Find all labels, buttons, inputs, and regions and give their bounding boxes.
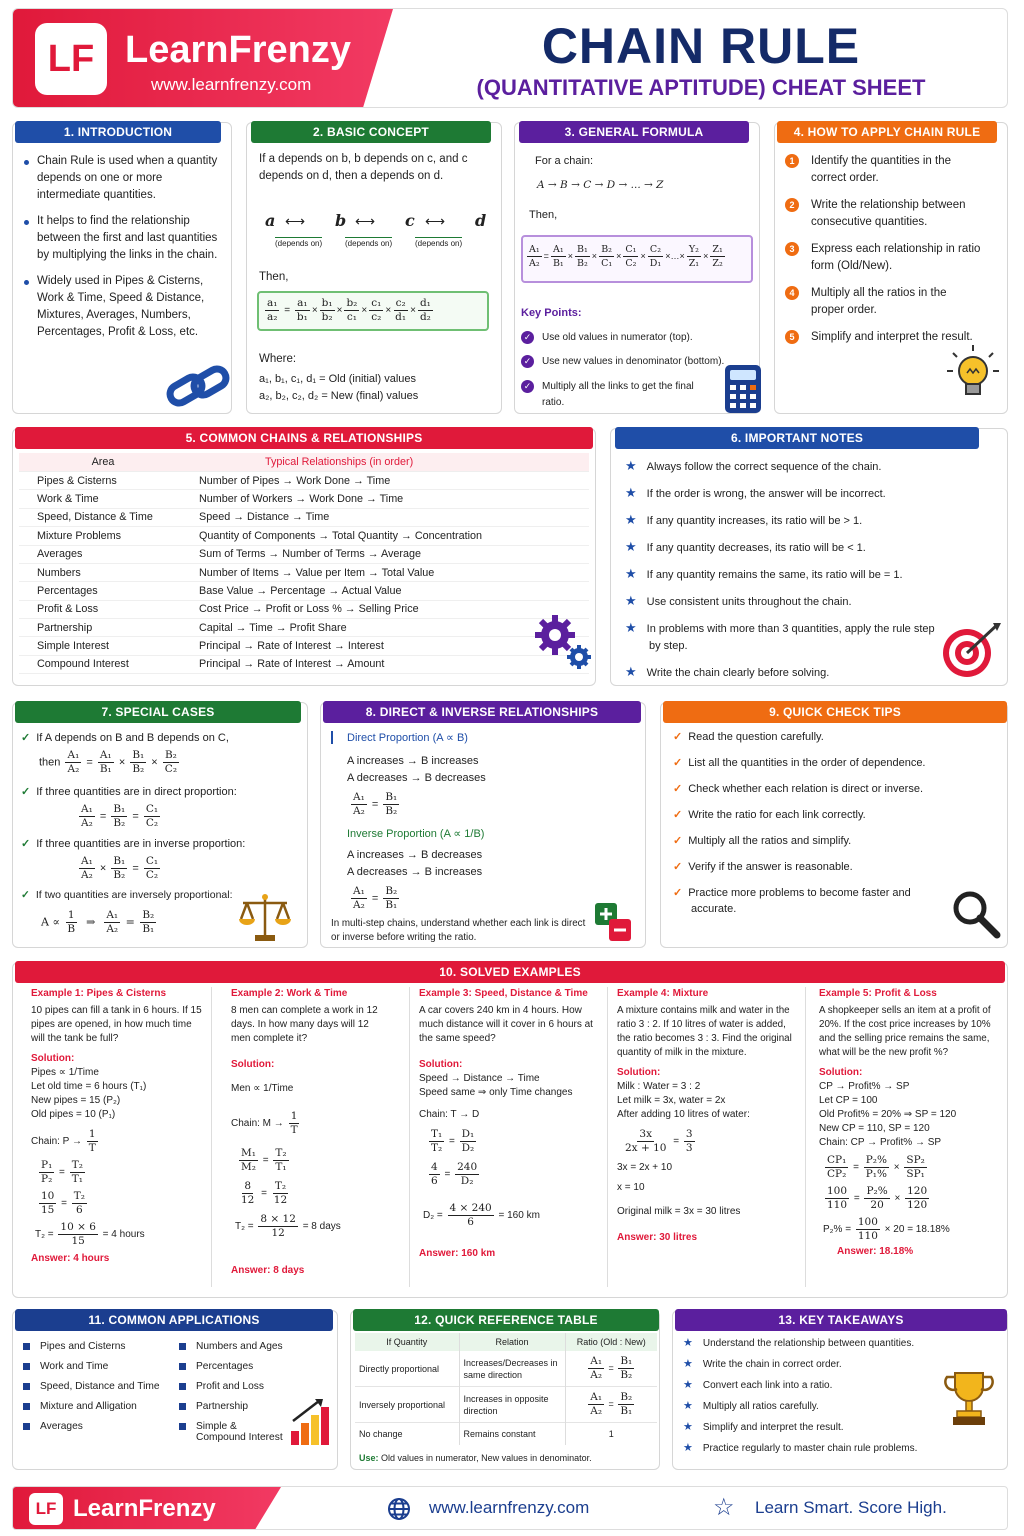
section-heading: 11. COMMON APPLICATIONS	[15, 1309, 333, 1331]
table-row	[19, 545, 589, 563]
table-header: Area	[19, 453, 187, 472]
relationship-cell: Base Value → Percentage → Actual Value	[199, 584, 402, 597]
application-item: Speed, Distance and Time	[23, 1381, 183, 1392]
note-item: ★ If any quantity remains the same, its ratio will be = 1.	[625, 566, 903, 581]
area-cell: Mixture Problems	[37, 529, 121, 542]
solution-label: Solution:	[617, 1067, 661, 1078]
tip-item: ✓ Multiply all the ratios and simplify.	[673, 835, 852, 847]
solution-line: Pipes ∝ 1/Time	[31, 1067, 99, 1078]
example-title: Example 4: Mixture	[617, 988, 709, 999]
answer: Answer: 30 litres	[617, 1232, 698, 1243]
step: 3 Express each relationship in ratio form (Old/New).	[775, 241, 981, 275]
section-heading: 12. QUICK REFERENCE TABLE	[353, 1309, 659, 1331]
list-item: It helps to find the relationship between the first and last quantities by multiplying the links in the chain.	[19, 213, 225, 264]
table-row: Directly proportional Increases/Decreases in same direction $\frac{\text{A₁}}{\text{A₂}}$ = $\frac{\text{B₁}}{\text{B₂}}$	[355, 1351, 657, 1387]
solution-line: Let CP = 100	[819, 1095, 878, 1106]
section-heading: 10. SOLVED EXAMPLES	[15, 961, 1005, 983]
table-row	[19, 508, 589, 526]
solution-line: 3x = 2x + 10	[617, 1162, 673, 1173]
area-cell: Compound Interest	[37, 658, 129, 671]
example-question: A car covers 240 km in 4 hours. How much distance will it cover in 6 hours at the same speed?	[419, 1005, 593, 1044]
note-item: ★ Write the chain clearly before solving.	[625, 664, 830, 679]
case-4-formula: A ∝ $\frac{1}{B}$ ⇒ $\frac{\text{A₁}}{\text{A₂}}$ = $\frac{\text{B₂}}{\text{B₁}}$	[41, 909, 155, 935]
solution-step: $\frac{\text{CP₁}}{\text{CP₂}}$ = $\frac{\text{P₂\%}}{\text{P₁\%}}$ × $\frac{\text{SP₂}}{\text{SP₁}}$	[827, 1154, 925, 1180]
star-icon: ★	[625, 620, 637, 635]
section-direct-inverse	[320, 702, 646, 948]
tip-item: ✓ Check whether each relation is direct or inverse.	[673, 783, 923, 795]
example-title: Example 1: Pipes & Cisterns	[31, 988, 167, 999]
example-question: 8 men can complete a work in 12 days. In how many days will 12 men complete it?	[231, 1005, 378, 1044]
tip-item: ✓ List all the quantities in the order of dependence.	[673, 757, 926, 769]
section-heading: 13. KEY TAKEAWAYS	[675, 1309, 1007, 1331]
target-icon	[941, 621, 1003, 679]
section-key-takeaways	[672, 1310, 1008, 1470]
table-row	[19, 655, 589, 673]
inverse-line: A increases → B decreases	[347, 849, 483, 861]
section-heading: 1. INTRODUCTION	[15, 121, 221, 143]
case-1-formula: then $\frac{\text{A₁}}{\text{A₂}}$ = $\frac{\text{A₁}}{\text{B₁}}$ × $\frac{\text{B₁}}{\text{B₂}}$ × $\frac{\text{B₂}}{\text{C₂}}$	[39, 749, 178, 775]
solution-step: P₂% = $\frac{100}{110}$ × 20 = 18.18%	[823, 1216, 950, 1242]
relationship-cell: Principal → Rate of Interest → Interest	[199, 640, 384, 653]
solution-line: Speed same ⇒ only Time changes	[419, 1087, 573, 1098]
area-cell: Profit & Loss	[37, 603, 99, 616]
star-outline-icon: ☆	[713, 1494, 735, 1521]
solution-step: $\frac{\text{M₁}}{\text{M₂}}$ = $\frac{\text{T₂}}{\text{T₁}}$	[241, 1147, 287, 1173]
application-item: Partnership	[179, 1401, 309, 1412]
takeaway-item: ★ Write the chain in correct order.	[683, 1358, 842, 1370]
section-introduction	[12, 122, 232, 414]
step: 5 Simplify and interpret the result.	[775, 329, 975, 346]
area-cell: Simple Interest	[37, 640, 110, 653]
star-icon: ★	[625, 485, 637, 500]
solution-line: Old pipes = 10 (P₁)	[31, 1109, 116, 1120]
area-cell: Work & Time	[37, 493, 99, 506]
table-header: If Quantity	[355, 1333, 459, 1351]
solution-line: Chain: T → D	[419, 1109, 480, 1120]
application-item: Percentages	[179, 1361, 309, 1372]
tip-item: ✓ Verify if the answer is reasonable.	[673, 861, 853, 873]
example-title: Example 3: Speed, Distance & Time	[419, 988, 588, 999]
relationship-cell: Speed → Distance → Time	[199, 511, 330, 524]
area-cell: Percentages	[37, 584, 98, 597]
footer-logo: LF	[29, 1493, 63, 1525]
application-item: Profit and Loss	[179, 1381, 309, 1392]
solution-line: New pipes = 15 (P₂)	[31, 1095, 121, 1106]
tip-item: ✓ Practice more problems to become faster and accurate.	[673, 887, 911, 915]
area-cell: Numbers	[37, 566, 81, 579]
solution-line: x = 10	[617, 1182, 645, 1193]
then-label: Then,	[259, 271, 289, 283]
relationship-cell: Principal → Rate of Interest → Amount	[199, 658, 385, 671]
solution-line: Original milk = 3x = 30 litres	[617, 1206, 741, 1217]
formula-box: $\frac{\text{A₁}}{\text{A₂}}$ = $\frac{\text{A₁}}{\text{B₁}}$ × $\frac{\text{B₁}}{\text{B₂}}$ × $\frac{\text{B₂}}{\text{C₁}}$ × $\frac{\text{C₁}}{\text{C₂}}$ × $\frac{\text{C₂}}{\text{D₁}}$ ×…× $\frac{\text{Y₂}}{\text{Z₁}}$ × $\frac{\text{Z₁}}{\text{Z₂}}$	[521, 235, 753, 283]
list-item: Chain Rule is used when a quantity depends on one or more intermediate quantities.	[19, 153, 225, 204]
step: 4 Multiply all the ratios in the proper order.	[775, 285, 975, 319]
star-icon: ★	[625, 539, 637, 554]
section-quick-check	[660, 702, 1008, 948]
table-row: No change Remains constant 1	[355, 1423, 657, 1446]
solution-step: T₂ = $\frac{8 \times 12}{12}$ = 8 days	[235, 1213, 341, 1239]
case-2-formula: $\frac{\text{A₁}}{\text{A₂}}$ = $\frac{\text{B₁}}{\text{B₂}}$ = $\frac{\text{C₁}}{\text{C₂}}$	[81, 803, 159, 829]
example-1	[25, 987, 211, 1266]
relationship-cell: Quantity of Components → Total Quantity → Concentration	[199, 529, 483, 542]
solution-line: Speed → Distance → Time	[419, 1073, 540, 1084]
case-4: ✓ If two quantities are inversely proportional:	[21, 889, 233, 901]
new-values: a₂, b₂, c₂, d₂ = New (final) values	[259, 390, 419, 402]
where-label: Where:	[259, 353, 297, 365]
section-heading: 2. BASIC CONCEPT	[251, 121, 491, 143]
star-icon: ★	[683, 1337, 693, 1349]
key-point: ✓ Use old values in numerator (top).	[521, 331, 741, 344]
page-title: CHAIN RULE	[541, 18, 861, 74]
takeaway-item: ★ Understand the relationship between quantities.	[683, 1337, 915, 1349]
star-icon: ★	[625, 593, 637, 608]
solution-line: Let old time = 6 hours (T₁)	[31, 1081, 147, 1092]
area-cell: Partnership	[37, 621, 93, 634]
solution-step: $\frac{\text{T₁}}{\text{T₂}}$ = $\frac{\text{D₁}}{\text{D₂}}$	[431, 1128, 475, 1154]
table-row	[19, 490, 589, 508]
then-label: Then,	[529, 209, 558, 221]
area-cell: Pipes & Cisterns	[37, 474, 117, 487]
solution-line: New CP = 110, SP = 120	[819, 1123, 930, 1134]
application-item: Simple & Compound Interest	[179, 1421, 289, 1443]
application-item: Work and Time	[23, 1361, 183, 1372]
tip-item: ✓ Write the ratio for each link correctly.	[673, 809, 866, 821]
table-header: Typical Relationships (in order)	[187, 453, 589, 472]
solution-line: Chain: CP → Profit% → SP	[819, 1137, 942, 1148]
bar-growth-icon	[289, 1397, 333, 1447]
key-points-label: Key Points:	[521, 307, 582, 319]
section-solved-examples	[12, 962, 1008, 1298]
section-heading: 5. COMMON CHAINS & RELATIONSHIPS	[15, 427, 593, 449]
takeaway-item: ★ Simplify and interpret the result.	[683, 1421, 844, 1433]
table-row	[19, 600, 589, 618]
brand-logo: LF	[35, 23, 107, 95]
section-heading: 4. HOW TO APPLY CHAIN RULE	[777, 121, 997, 143]
note-item: ★ In problems with more than 3 quantities, apply the rule step by step.	[625, 620, 935, 652]
brand-url[interactable]: www.learnfrenzy.com	[151, 75, 312, 94]
table-row	[19, 472, 589, 490]
star-icon: ★	[625, 512, 637, 527]
note-item: ★ If any quantity decreases, its ratio will be < 1.	[625, 539, 866, 554]
old-values: a₁, b₁, c₁, d₁ = Old (initial) values	[259, 373, 416, 385]
section-general-formula	[514, 122, 760, 414]
table-row	[19, 637, 589, 655]
list-item: Widely used in Pipes & Cisterns, Work & Time, Speed & Distance, Mixtures, Averages, Numbers, Percentages, Profit & Loss, etc.	[19, 273, 225, 341]
answer: Answer: 4 hours	[31, 1253, 110, 1264]
answer: Answer: 160 km	[419, 1248, 496, 1259]
footer-url[interactable]: www.learnfrenzy.com	[429, 1498, 590, 1517]
inverse-line: A decreases → B increases	[347, 866, 483, 878]
solution-step: $\frac{10}{15}$ = $\frac{\text{T₂}}{6}$	[41, 1190, 85, 1216]
solution-label: Solution:	[231, 1059, 275, 1070]
tip-item: ✓ Read the question carefully.	[673, 731, 824, 743]
relationship-cell: Number of Items → Value per Item → Total Value	[199, 566, 435, 579]
solution-line: CP → Profit% → SP	[819, 1081, 910, 1092]
table-row	[19, 619, 589, 637]
note-item: ★ Always follow the correct sequence of the chain.	[625, 458, 882, 473]
solution-label: Solution:	[819, 1067, 863, 1078]
section-basic-concept	[246, 122, 502, 414]
example-title: Example 5: Profit & Loss	[819, 988, 937, 999]
application-item: Mixture and Alligation	[23, 1401, 183, 1412]
solution-label: Solution:	[419, 1059, 463, 1070]
table-header: Relation	[459, 1333, 565, 1351]
note-item: ★ Use consistent units throughout the chain.	[625, 593, 852, 608]
star-icon: ★	[683, 1358, 693, 1370]
balance-scale-icon	[237, 891, 293, 943]
solution-step: $\frac{\text{P₁}}{\text{P₂}}$ = $\frac{\text{T₂}}{\text{T₁}}$	[41, 1159, 83, 1185]
example-question: 10 pipes can fill a tank in 6 hours. If 15 pipes are opened, in how much time will the tank be full?	[31, 1005, 202, 1044]
reference-table	[355, 1333, 657, 1445]
solution-line: Milk : Water = 3 : 2	[617, 1081, 701, 1092]
solution-chain: Chain: M → $\frac{1}{T}$	[231, 1110, 298, 1136]
star-icon: ★	[625, 566, 637, 581]
solution-label: Solution:	[31, 1053, 75, 1064]
table-usage-note: Use: Old values in numerator, New values in denominator.	[359, 1453, 592, 1463]
relationship-cell: Sum of Terms → Number of Terms → Average	[199, 548, 422, 561]
star-icon: ★	[625, 458, 637, 473]
section-heading: 7. SPECIAL CASES	[15, 701, 301, 723]
plus-minus-icon	[593, 901, 633, 943]
relationship-cell: Cost Price → Profit or Loss % → Selling Price	[199, 603, 419, 616]
relationship-note: In multi-step chains, understand whether each link is direct or inverse before writing the ratio.	[331, 918, 586, 943]
star-icon: ★	[683, 1421, 693, 1433]
inverse-formula: $\frac{\text{A₁}}{\text{A₂}}$ = $\frac{\text{B₂}}{\text{B₁}}$	[353, 885, 398, 911]
note-item: ★ If any quantity increases, its ratio will be > 1.	[625, 512, 863, 527]
calculator-icon	[723, 363, 763, 415]
chain-diagram: a ⟷ b ⟷ c ⟷ d (depends on) (depends on) (depends on)	[265, 211, 487, 248]
case-3: ✓ If three quantities are in inverse proportion:	[21, 838, 246, 850]
example-question: A shopkeeper sells an item at a profit of 20%. If the cost price increases by 10% and the selling price remains the same, what will be the new profit %?	[819, 1005, 991, 1058]
solution-line: Let milk = 3x, water = 2x	[617, 1095, 726, 1106]
case-3-formula: $\frac{\text{A₁}}{\text{A₂}}$ × $\frac{\text{B₁}}{\text{B₂}}$ = $\frac{\text{C₁}}{\text{C₂}}$	[81, 855, 159, 881]
star-icon: ★	[625, 664, 637, 679]
chain-link-icon	[163, 363, 233, 411]
section-special-cases	[12, 702, 308, 948]
solution-step: D₂ = $\frac{4 \times 240}{6}$ = 160 km	[423, 1202, 540, 1228]
solution-line: Old Profit% = 20% ⇒ SP = 120	[819, 1109, 957, 1120]
example-4	[611, 987, 805, 1245]
concept-text: If a depends on b, b depends on c, and c depends on d, then a depends on d.	[259, 153, 468, 182]
solution-step: $\frac{8}{12}$ = $\frac{\text{T₂}}{12}$	[241, 1180, 288, 1206]
solution-step: T₂ = $\frac{10 \times 6}{15}$ = 4 hours	[35, 1221, 145, 1247]
section-heading: 3. GENERAL FORMULA	[519, 121, 749, 143]
application-item: Averages	[23, 1421, 183, 1432]
table-row: Inversely proportional Increases in opposite direction $\frac{\text{A₁}}{\text{A₂}}$ = $\frac{\text{B₂}}{\text{B₁}}$	[355, 1387, 657, 1423]
relationship-cell: Number of Workers → Work Done → Time	[199, 493, 404, 506]
table-header: Ratio (Old : New)	[576, 1337, 646, 1347]
table-row	[19, 527, 589, 545]
answer: Answer: 18.18%	[837, 1246, 914, 1257]
area-cell: Speed, Distance & Time	[37, 511, 153, 524]
footer-brand: LearnFrenzy	[73, 1495, 216, 1522]
chain-expression: A → B → C → D → ... → Z	[537, 179, 664, 191]
takeaway-item: ★ Practice regularly to master chain rule problems.	[683, 1442, 918, 1454]
table-row	[19, 582, 589, 600]
takeaway-item: ★ Multiply all ratios carefully.	[683, 1400, 819, 1412]
section-common-chains	[12, 428, 596, 686]
application-item: Pipes and Cisterns	[23, 1341, 183, 1352]
section-important-notes	[610, 428, 1008, 686]
example-5	[813, 987, 1007, 1259]
relationship-cell: Capital → Time → Profit Share	[199, 621, 347, 634]
example-3	[413, 987, 607, 1261]
trophy-icon	[943, 1369, 995, 1429]
footer	[12, 1486, 1008, 1530]
case-2: ✓ If three quantities are in direct proportion:	[21, 786, 237, 798]
key-point: ✓ Multiply all the links to get the final ratio.	[521, 379, 711, 411]
example-title: Example 2: Work & Time	[231, 988, 348, 999]
step: 1 Identify the quantities in the correct order.	[775, 153, 975, 187]
solution-step: $\frac{3x}{2x + 10}$ = $\frac{3}{3}$	[625, 1128, 693, 1154]
section-applications	[12, 1310, 338, 1470]
relationship-cell: Number of Pipes → Work Done → Time	[199, 474, 391, 487]
gears-icon	[533, 613, 595, 673]
direct-title: Direct Proportion (A ∝ B)	[331, 731, 468, 744]
direct-line: A decreases → B decreases	[347, 772, 486, 784]
footer-tagline: Learn Smart. Score High.	[755, 1498, 947, 1517]
section-heading: 9. QUICK CHECK TIPS	[663, 701, 1007, 723]
header	[12, 8, 1008, 108]
section-how-to-apply	[774, 122, 1008, 414]
formula-box: $\frac{\text{a₁}}{\text{a₂}}$ = $\frac{\text{a₁}}{\text{b₁}}$ × $\frac{\text{b₁}}{\text{b₂}}$ × $\frac{\text{b₂}}{\text{c₁}}$ × $\frac{\text{c₁}}{\text{c₂}}$ × $\frac{\text{c₂}}{\text{d₁}}$ × $\frac{\text{d₁}}{\text{d₂}}$	[257, 291, 489, 331]
for-chain-label: For a chain:	[535, 155, 594, 167]
case-1: ✓ If A depends on B and B depends on C,	[21, 732, 229, 744]
page-subtitle: (QUANTITATIVE APTITUDE) CHEAT SHEET	[476, 75, 926, 100]
section-heading: 6. IMPORTANT NOTES	[615, 427, 979, 449]
solution-step: $\frac{4}{6}$ = $\frac{240}{\text{D₂}}$	[431, 1161, 478, 1187]
answer: Answer: 8 days	[231, 1265, 305, 1276]
solution-chain: Chain: P → $\frac{1}{T}$	[31, 1128, 96, 1154]
star-icon: ★	[683, 1400, 693, 1412]
inverse-title: Inverse Proportion (A ∝ 1/B)	[347, 828, 485, 840]
example-question: A mixture contains milk and water in the ratio 3 : 2. If 10 litres of water is added, the ratio becomes 3 : 3. Find the original quantity of milk in the mixture.	[617, 1005, 792, 1058]
takeaway-item: ★ Convert each link into a ratio.	[683, 1379, 833, 1391]
application-item: Numbers and Ages	[179, 1341, 309, 1352]
table-row	[19, 563, 589, 581]
lightbulb-icon	[945, 343, 1001, 405]
step: 2 Write the relationship between consecutive quantities.	[775, 197, 985, 231]
solution-step: $\frac{100}{110}$ = $\frac{\text{P₂\%}}{20}$ × $\frac{120}{120}$	[827, 1185, 928, 1211]
direct-formula: $\frac{\text{A₁}}{\text{A₂}}$ = $\frac{\text{B₁}}{\text{B₂}}$	[353, 791, 398, 817]
section-heading: 8. DIRECT & INVERSE RELATIONSHIPS	[323, 701, 641, 723]
star-icon: ★	[683, 1379, 693, 1391]
magnifier-icon	[951, 889, 1001, 939]
area-cell: Averages	[37, 548, 83, 561]
section-reference-table	[350, 1310, 660, 1470]
solution-line: Men ∝ 1/Time	[231, 1083, 294, 1094]
globe-icon	[387, 1497, 411, 1521]
key-point: ✓ Use new values in denominator (bottom).	[521, 355, 741, 368]
note-item: ★ If the order is wrong, the answer will be incorrect.	[625, 485, 886, 500]
chains-table	[19, 453, 589, 674]
direct-line: A increases → B increases	[347, 755, 479, 767]
star-icon: ★	[683, 1442, 693, 1454]
example-2	[225, 987, 409, 1278]
brand-name: LearnFrenzy	[125, 29, 351, 71]
solution-line: After adding 10 litres of water:	[617, 1109, 750, 1120]
